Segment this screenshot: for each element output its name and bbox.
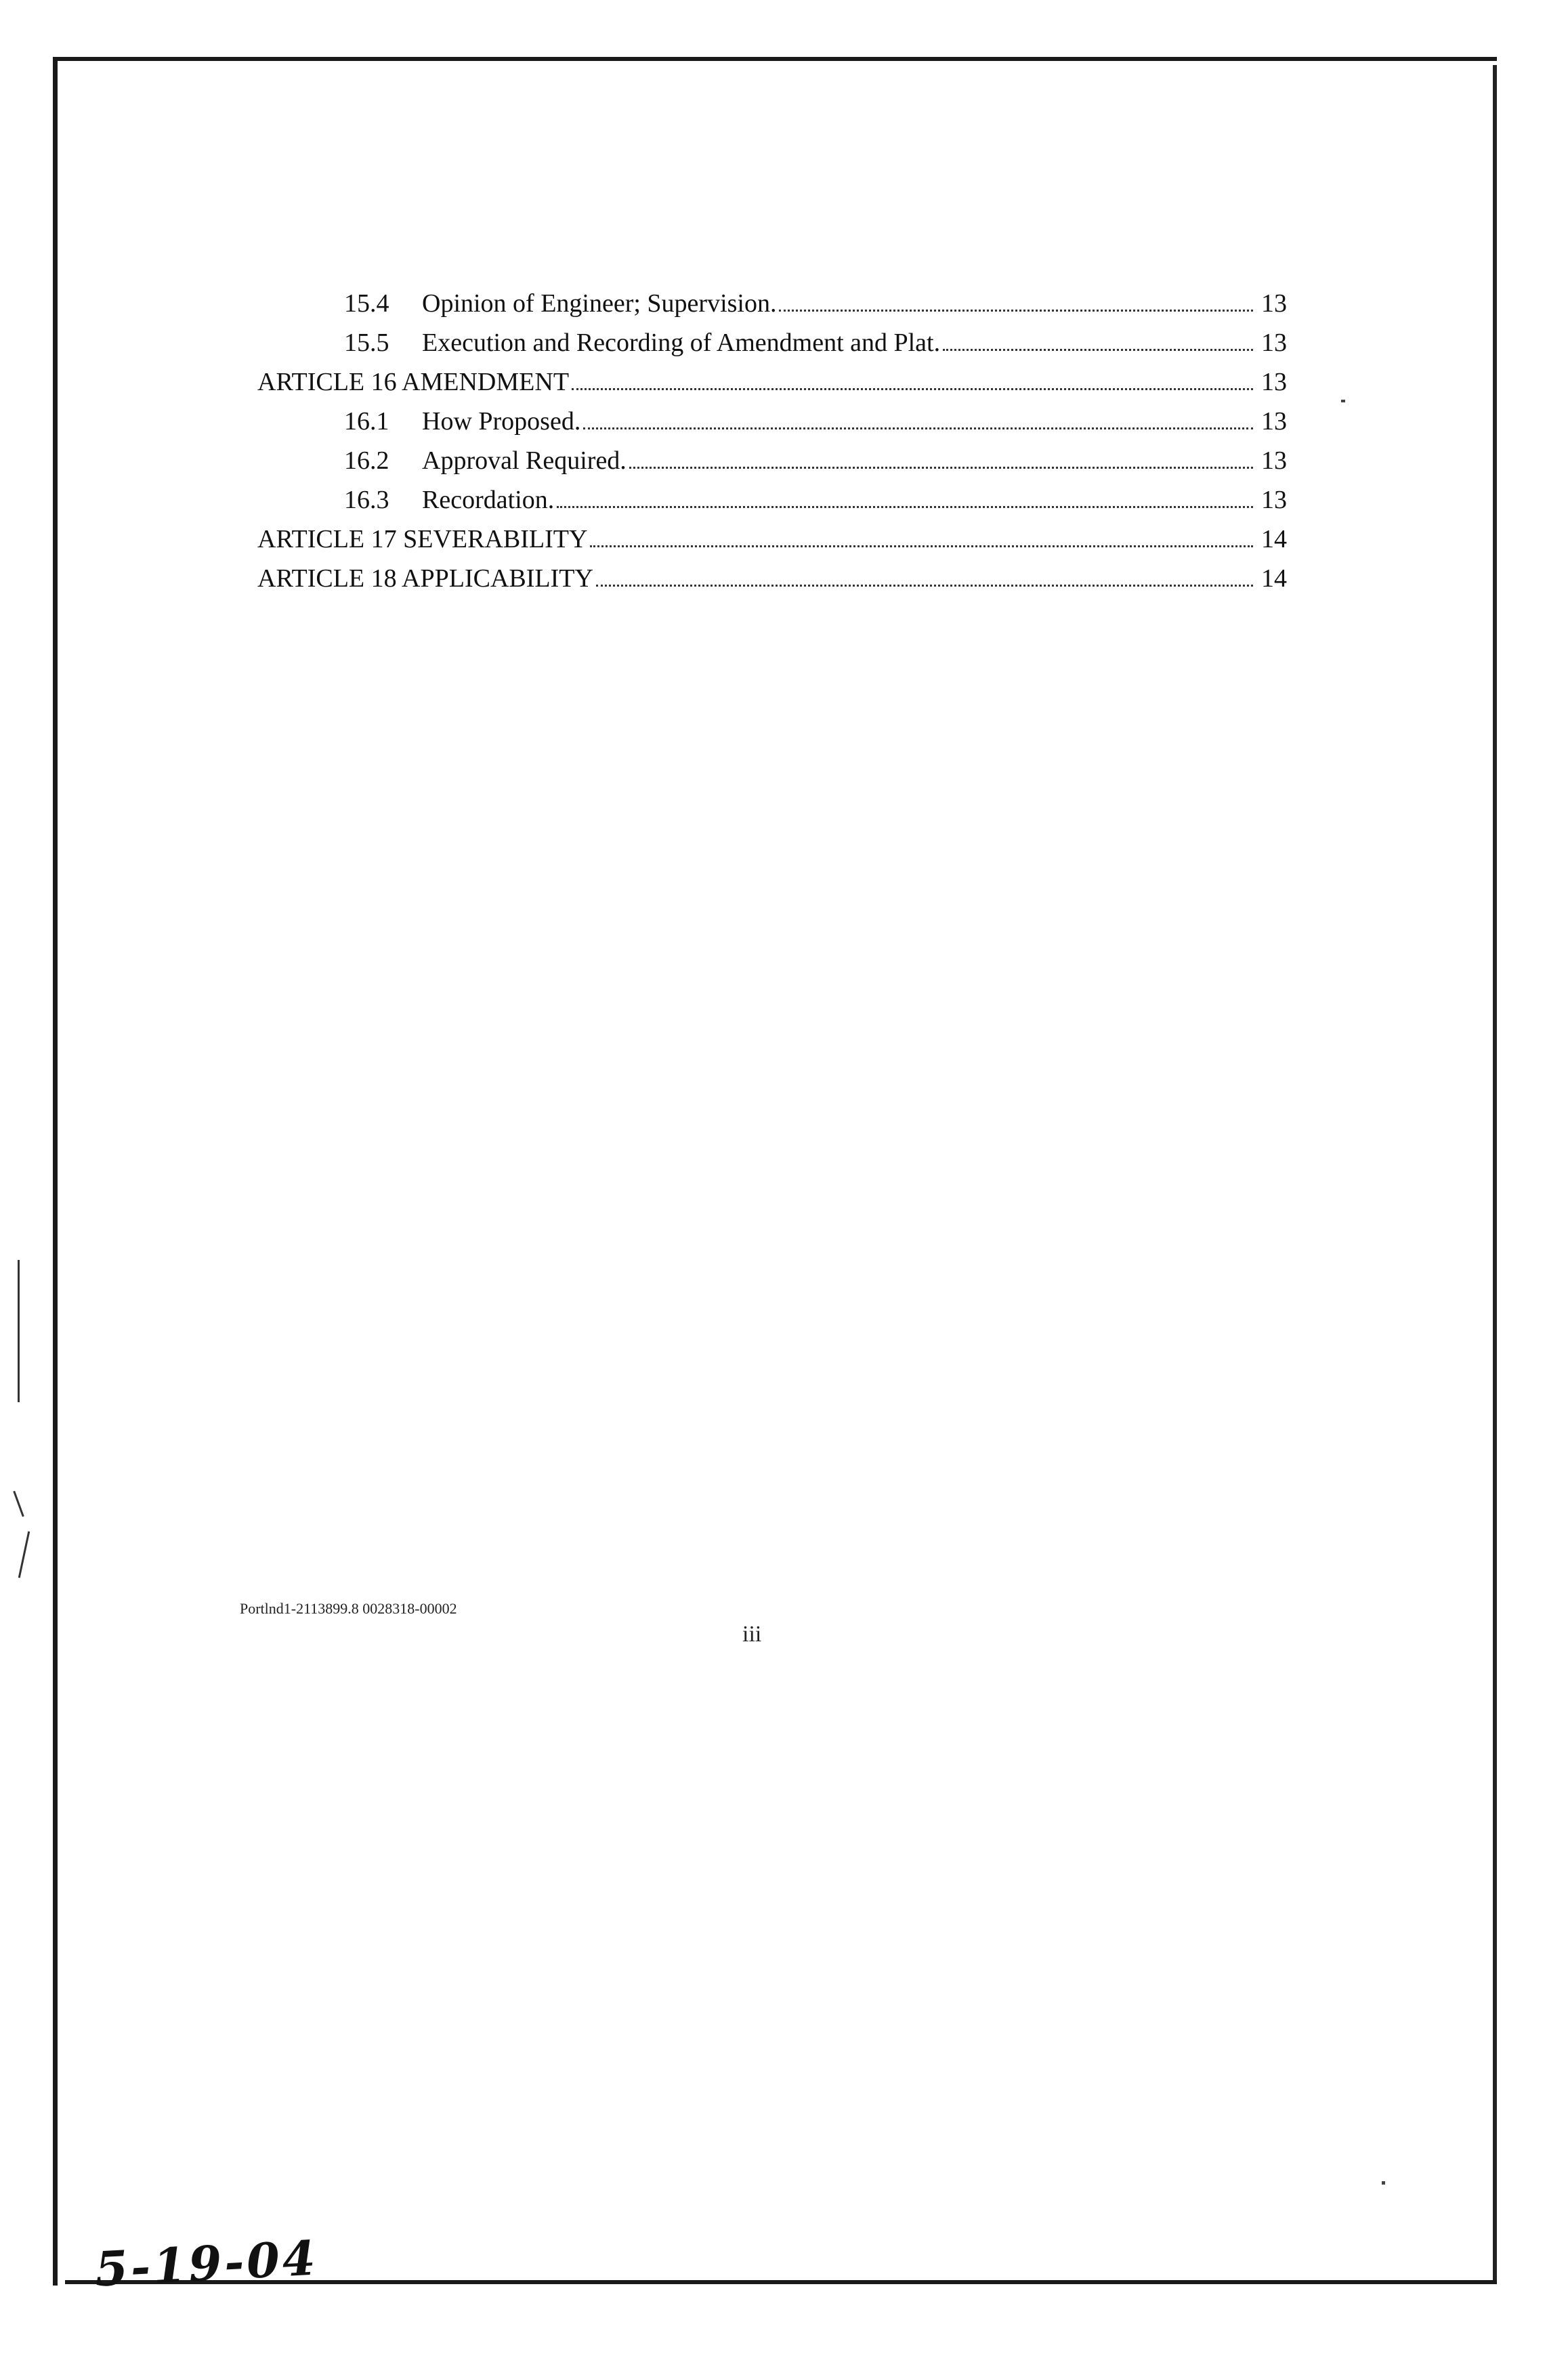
page-border-left [53, 57, 58, 2286]
toc-entry [344, 402, 1287, 440]
toc-section-number: 16.3 [344, 486, 389, 514]
toc-section-title: Approval Required. [422, 446, 627, 475]
scan-margin-mark [18, 1531, 30, 1578]
toc-section-title: How Proposed. [422, 407, 581, 436]
scan-margin-mark [18, 1260, 20, 1402]
handwritten-date: 5-19-04 [93, 2229, 320, 2298]
toc-dot-leader [596, 585, 1253, 587]
toc-page-number: 13 [1261, 407, 1287, 436]
toc-dot-leader [629, 467, 1253, 469]
toc-entry [344, 324, 1287, 362]
toc-entry-article [257, 363, 1287, 401]
toc-entry-article [257, 520, 1287, 558]
scan-speck [1341, 400, 1345, 402]
toc-article-title: ARTICLE 16 AMENDMENT [257, 368, 570, 396]
toc-section-title: Opinion of Engineer; Supervision. [422, 289, 777, 318]
toc-dot-leader [583, 427, 1253, 429]
toc-page-number: 13 [1261, 329, 1287, 357]
toc-dot-leader [557, 506, 1253, 508]
toc-dot-leader [590, 545, 1253, 547]
toc-section-number: 16.1 [344, 407, 389, 436]
toc-entry [344, 481, 1287, 519]
toc-entry [344, 285, 1287, 322]
toc-section-title: Execution and Recording of Amendment and Plat. [422, 329, 941, 357]
toc-dot-leader [779, 310, 1253, 312]
toc-section-number: 15.5 [344, 329, 389, 357]
toc-dot-leader [943, 349, 1253, 351]
toc-dot-leader [572, 388, 1253, 390]
scan-margin-mark [13, 1491, 24, 1517]
toc-page-number: 13 [1261, 368, 1287, 396]
page-border-top [53, 57, 1497, 61]
page-border-right [1493, 65, 1497, 2280]
toc-page-number: 14 [1261, 564, 1287, 593]
toc-page-number: 13 [1261, 486, 1287, 514]
scan-speck [1382, 2181, 1385, 2185]
toc-page-number: 13 [1261, 289, 1287, 318]
toc-entry-article [257, 560, 1287, 597]
page-number: iii [742, 1622, 762, 1647]
toc-page-number: 13 [1261, 446, 1287, 475]
toc-section-number: 16.2 [344, 446, 389, 475]
toc-page-number: 14 [1261, 525, 1287, 553]
toc-section-title: Recordation. [422, 486, 555, 514]
document-identifier: Portlnd1-2113899.8 0028318-00002 [240, 1600, 457, 1617]
toc-entry [344, 442, 1287, 480]
toc-section-number: 15.4 [344, 289, 389, 318]
toc-article-title: ARTICLE 18 APPLICABILITY [257, 564, 593, 593]
toc-article-title: ARTICLE 17 SEVERABILITY [257, 525, 588, 553]
